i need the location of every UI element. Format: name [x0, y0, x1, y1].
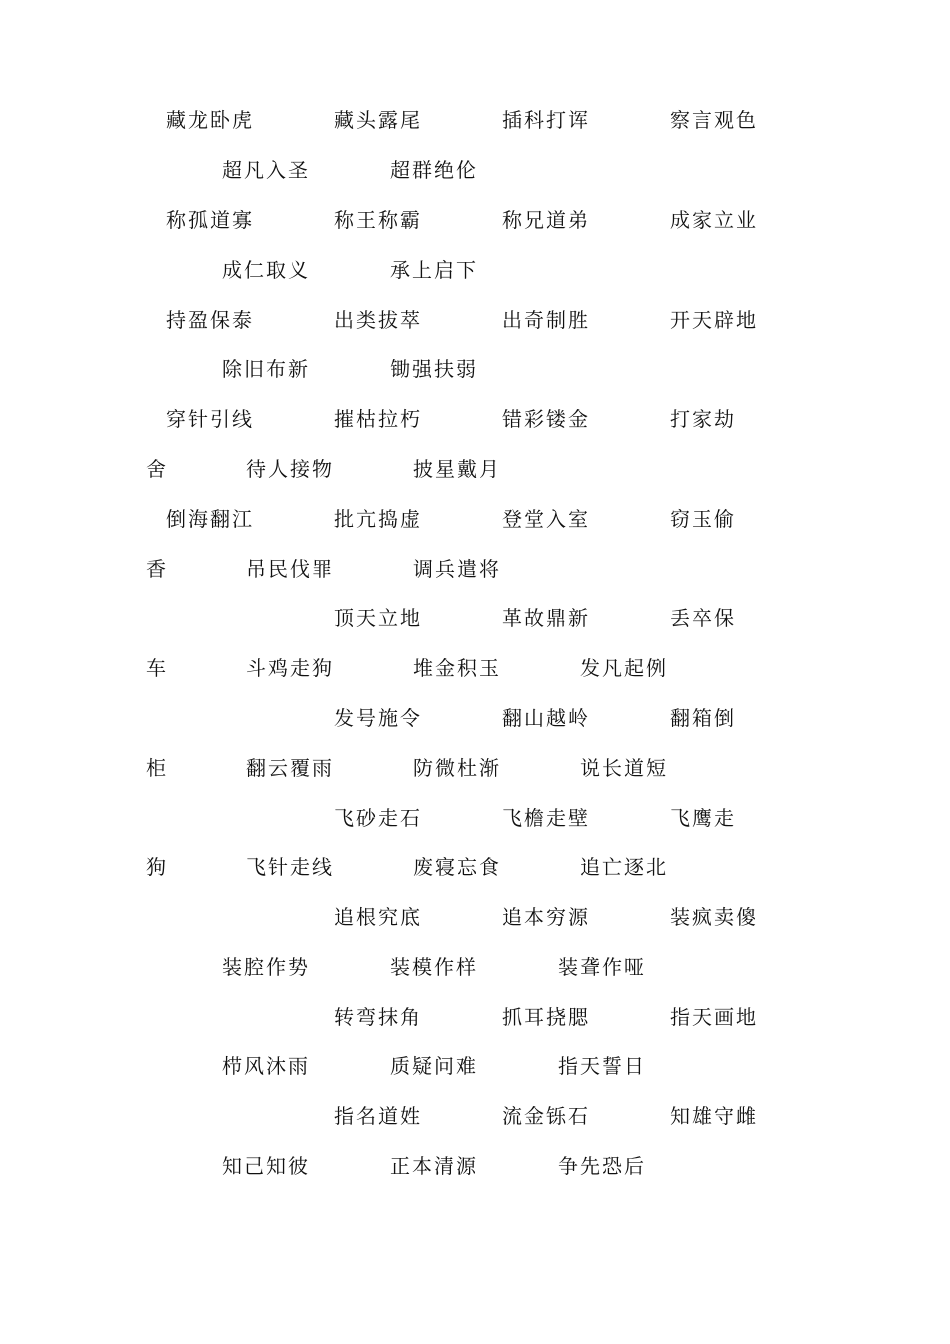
idiom-line-21	[0, 1101, 950, 1131]
idiom: 待人接物	[246, 457, 334, 481]
idiom: 装疯卖傻	[670, 905, 758, 929]
idiom: 除旧布新	[222, 357, 310, 381]
idiom: 指名道姓	[334, 1104, 422, 1128]
idiom: 追本穷源	[502, 905, 590, 929]
idiom: 废寝忘食	[413, 855, 501, 879]
idiom: 飞砂走石	[334, 806, 422, 830]
idiom: 追根究底	[334, 905, 422, 929]
idiom-line-9	[0, 504, 950, 534]
idiom-line-5	[0, 305, 950, 335]
idiom: 称孤道寡	[166, 208, 254, 232]
idiom: 质疑问难	[390, 1054, 478, 1078]
idiom: 倒海翻江	[166, 507, 254, 531]
idiom: 斗鸡走狗	[246, 656, 334, 680]
idiom: 飞鹰走	[670, 806, 736, 830]
idiom: 穿针引线	[166, 407, 254, 431]
idiom: 登堂入室	[502, 507, 590, 531]
idiom: 堆金积玉	[413, 656, 501, 680]
idiom-line-17	[0, 902, 950, 932]
idiom: 追亡逐北	[580, 855, 668, 879]
idiom: 指天誓日	[558, 1054, 646, 1078]
idiom: 装聋作哑	[558, 955, 646, 979]
idiom: 调兵遣将	[413, 557, 501, 581]
idiom: 翻山越岭	[502, 706, 590, 730]
idiom-line-2	[0, 155, 950, 185]
idiom: 知雄守雌	[670, 1104, 758, 1128]
idiom: 窃玉偷	[670, 507, 736, 531]
idiom: 察言观色	[670, 108, 758, 132]
idiom: 披星戴月	[413, 457, 501, 481]
idiom-line-20	[0, 1051, 950, 1081]
idiom: 成仁取义	[222, 258, 310, 282]
idiom: 批亢捣虚	[334, 507, 422, 531]
idiom-fragment: 香	[146, 557, 168, 581]
idiom-line-8	[0, 454, 950, 484]
idiom-line-16	[0, 852, 950, 882]
idiom: 插科打诨	[502, 108, 590, 132]
idiom: 错彩镂金	[502, 407, 590, 431]
idiom: 出奇制胜	[502, 308, 590, 332]
idiom: 藏龙卧虎	[166, 108, 254, 132]
idiom: 栉风沐雨	[222, 1054, 310, 1078]
idiom: 装模作样	[390, 955, 478, 979]
idiom: 转弯抹角	[334, 1005, 422, 1029]
idiom: 打家劫	[670, 407, 736, 431]
idiom-line-15	[0, 803, 950, 833]
idiom: 发凡起例	[580, 656, 668, 680]
idiom-line-22	[0, 1151, 950, 1181]
idiom: 飞檐走壁	[502, 806, 590, 830]
idiom-fragment: 车	[146, 656, 168, 680]
idiom: 翻箱倒	[670, 706, 736, 730]
idiom: 知己知彼	[222, 1154, 310, 1178]
idiom: 流金铄石	[502, 1104, 590, 1128]
idiom: 锄强扶弱	[390, 357, 478, 381]
idiom: 装腔作势	[222, 955, 310, 979]
idiom-line-10	[0, 554, 950, 584]
idiom: 翻云覆雨	[246, 756, 334, 780]
idiom-line-12	[0, 653, 950, 683]
idiom: 超群绝伦	[390, 158, 478, 182]
idiom: 藏头露尾	[334, 108, 422, 132]
idiom: 正本清源	[390, 1154, 478, 1178]
idiom-line-18	[0, 952, 950, 982]
idiom: 承上启下	[390, 258, 478, 282]
idiom: 指天画地	[670, 1005, 758, 1029]
idiom: 丢卒保	[670, 606, 736, 630]
idiom: 称兄道弟	[502, 208, 590, 232]
idiom-line-19	[0, 1002, 950, 1032]
idiom: 称王称霸	[334, 208, 422, 232]
idiom: 出类拔萃	[334, 308, 422, 332]
idiom-fragment: 舍	[146, 457, 168, 481]
idiom-line-7	[0, 404, 950, 434]
idiom-line-6	[0, 354, 950, 384]
idiom: 摧枯拉朽	[334, 407, 422, 431]
idiom: 争先恐后	[558, 1154, 646, 1178]
idiom-line-11	[0, 603, 950, 633]
idiom: 防微杜渐	[413, 756, 501, 780]
idiom: 发号施令	[334, 706, 422, 730]
idiom-line-1	[0, 105, 950, 135]
idiom: 超凡入圣	[222, 158, 310, 182]
idiom: 顶天立地	[334, 606, 422, 630]
idiom: 持盈保泰	[166, 308, 254, 332]
idiom-fragment: 柜	[146, 756, 168, 780]
idiom-line-4	[0, 255, 950, 285]
idiom-line-13	[0, 703, 950, 733]
idiom: 抓耳挠腮	[502, 1005, 590, 1029]
idiom: 飞针走线	[246, 855, 334, 879]
idiom-fragment: 狗	[146, 855, 168, 879]
idiom-line-14	[0, 753, 950, 783]
idiom: 说长道短	[580, 756, 668, 780]
idiom: 开天辟地	[670, 308, 758, 332]
idiom: 吊民伐罪	[246, 557, 334, 581]
idiom: 革故鼎新	[502, 606, 590, 630]
idiom: 成家立业	[670, 208, 758, 232]
idiom-line-3	[0, 205, 950, 235]
